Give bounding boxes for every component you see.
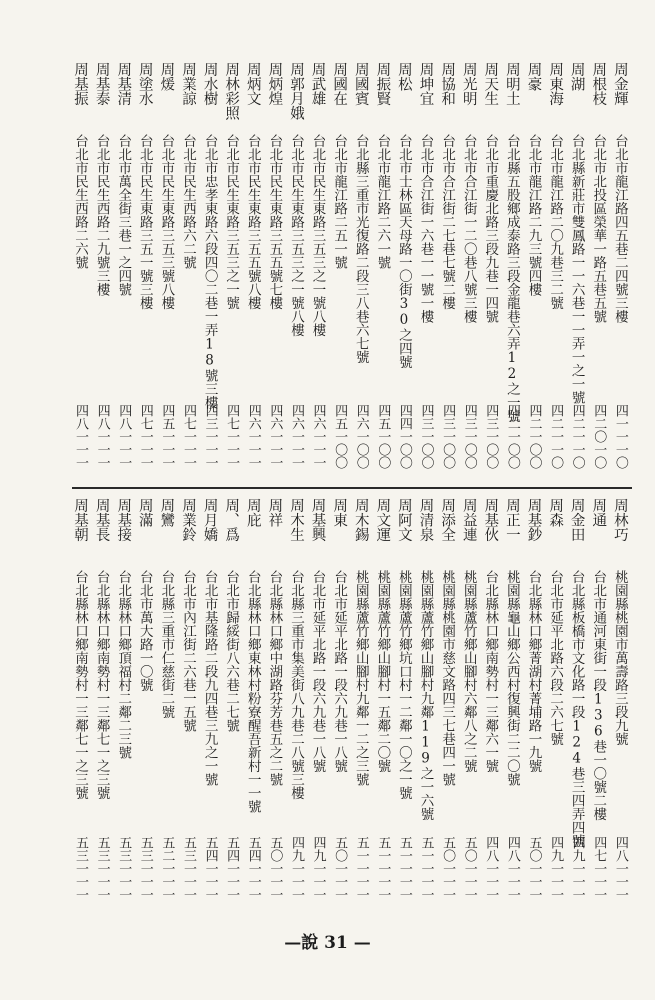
section-divider (72, 487, 632, 489)
entry-column (156, 498, 176, 906)
entry-number: 五四一一一 (245, 836, 261, 901)
entry-name: 周國賓 (352, 62, 369, 106)
entry-column (286, 498, 306, 906)
entry-number: 四二一〇〇 (504, 404, 520, 469)
entry-column (243, 62, 263, 482)
entry-address: 台北市民生東路三五三號八樓 (158, 134, 175, 310)
entry-column (329, 62, 349, 482)
entry-column (264, 498, 284, 906)
entry-address: 台北縣林口鄉頂福村二鄰二三號 (115, 570, 132, 759)
entry-name: 周鸞 (158, 498, 175, 527)
entry-address: 台北市延平北路六段二六七號 (547, 570, 564, 746)
entry-column (480, 62, 500, 482)
entry-address: 台北市龍江路二五一號 (331, 134, 348, 269)
entry-name: 周林巧 (611, 498, 628, 542)
entry-number: 四六一一一 (267, 404, 283, 469)
entry-address: 台北市延平北路一段六九巷一八號 (309, 570, 326, 773)
entry-address: 桃園縣蘆竹鄉坑口村一二鄰一〇之一號 (395, 570, 412, 800)
entry-name: 周東海 (547, 62, 564, 106)
entry-number: 五〇一一一 (332, 836, 348, 901)
entry-address: 台北縣五股鄉成泰路三段金龍巷六弄12之一號 (503, 134, 520, 423)
entry-column (200, 498, 220, 906)
entry-name: 周、爲 (223, 498, 240, 542)
entry-number: 四七一一一 (137, 404, 153, 469)
entry-name: 周武雄 (309, 62, 326, 106)
entry-number: 五一一一一 (396, 836, 412, 901)
entry-number: 五一一一一 (418, 836, 434, 901)
entry-address: 台北市合江街二七巷七號二樓 (439, 134, 456, 310)
entry-name: 周塗水 (136, 62, 153, 106)
entry-name: 周月嬌 (201, 498, 218, 542)
entry-name: 周基朝 (72, 498, 88, 542)
entry-column (545, 498, 565, 906)
entry-column (437, 62, 457, 482)
entry-column (567, 498, 587, 906)
entry-number: 四九一一一 (548, 836, 564, 901)
entry-address: 台北縣三重市仁慈街二號 (158, 570, 175, 719)
entry-number: 四九一一一 (288, 836, 304, 901)
entry-name: 周基接 (115, 498, 132, 542)
entry-address: 桃園縣蘆竹鄉山腳村九鄰119之一六號 (417, 570, 434, 821)
entry-name: 周正一 (503, 498, 520, 542)
entry-address: 台北縣新莊市雙鳳路一一六巷一一弄一之一號 (568, 134, 585, 404)
entry-address: 台北市合江街一二〇巷八號三樓 (460, 134, 477, 323)
entry-number: 四七一一一 (180, 404, 196, 469)
entry-column (92, 498, 112, 906)
entry-column (567, 62, 587, 482)
entry-number: 五三一一一 (137, 836, 153, 901)
entry-address: 台北市延平北路一段六九巷一八號 (331, 570, 348, 773)
entry-address: 桃園縣蘆竹鄉山腳村六鄰八之二號 (460, 570, 477, 773)
entry-number: 四三一一一 (202, 404, 218, 469)
entry-address: 桃園縣蘆竹鄉山腳村九鄰一二之三號 (352, 570, 369, 786)
entry-column (92, 62, 112, 482)
entry-column (523, 62, 543, 482)
entry-name: 周通 (590, 498, 607, 527)
entry-column (588, 62, 608, 482)
entry-column (394, 62, 414, 482)
entry-number: 四四一〇〇 (396, 404, 412, 469)
entry-column (178, 498, 198, 906)
entry-number: 四八一一一 (483, 836, 499, 901)
entry-column (329, 498, 349, 906)
entry-number: 五〇一一一 (526, 836, 542, 901)
entry-name: 周煖 (158, 62, 175, 91)
entry-column (308, 62, 328, 482)
entry-address: 台北市龍江路四五巷二四號三樓 (611, 134, 628, 323)
entry-name: 周根枝 (590, 62, 607, 106)
entry-address: 台北縣板橋市文化路一段124巷三四弄四號 (568, 570, 585, 848)
entry-column (156, 62, 176, 482)
entry-number: 四二〇一〇 (591, 404, 607, 469)
entry-number: 五三一一一 (94, 836, 110, 901)
entry-name: 周松 (395, 62, 412, 91)
entry-column (610, 498, 630, 906)
entry-column (372, 498, 392, 906)
entry-address: 台北市民生西路六二號 (179, 134, 196, 269)
entry-column (200, 62, 220, 482)
entry-number: 四六一一一 (288, 404, 304, 469)
entry-column (545, 62, 565, 482)
entry-number: 四三一〇〇 (461, 404, 477, 469)
entry-address: 台北市民生東路三五一號三樓 (136, 134, 153, 310)
entry-number: 五三一一一 (73, 836, 88, 901)
entry-number: 四八一一一 (504, 836, 520, 901)
entry-address: 台北市民生西路二六號 (72, 134, 88, 269)
entry-number: 四七一一一 (591, 836, 607, 901)
entry-column (70, 498, 90, 906)
entry-address: 台北市民生東路三五三之一號八樓 (309, 134, 326, 337)
entry-number: 四三一〇〇 (418, 404, 434, 469)
entry-number: 四五一〇〇 (332, 404, 348, 469)
entry-number: 五三一一一 (180, 836, 196, 901)
entry-name: 周國在 (331, 62, 348, 106)
entry-name: 周木錫 (352, 498, 369, 542)
entry-address: 台北市萬大路一〇號 (136, 570, 153, 692)
entry-name: 周光明 (460, 62, 477, 106)
entry-address: 台北市歸綏街八六巷二七號 (223, 570, 240, 732)
entry-column (394, 498, 414, 906)
entry-address: 台北市通河東街一段136巷一〇號二樓 (590, 570, 607, 821)
directory-bottom-section (70, 498, 630, 906)
entry-name: 周基興 (309, 498, 326, 542)
entry-column (351, 498, 371, 906)
entry-number: 四八一一一 (116, 404, 132, 469)
entry-name: 周基長 (93, 498, 110, 542)
entry-number: 四三一〇〇 (483, 404, 499, 469)
entry-number: 五四一一一 (224, 836, 240, 901)
entry-number: 四八一一一 (612, 836, 628, 901)
entry-number: 五三一一一 (116, 836, 132, 901)
entry-address: 桃園縣龜山鄉公西村復興街二二〇號 (503, 570, 520, 786)
entry-address: 桃園縣蘆竹鄉山腳村一五鄰二〇號 (374, 570, 391, 773)
entry-number: 四六一〇〇 (353, 404, 369, 469)
entry-name: 周明土 (503, 62, 520, 106)
entry-column (351, 62, 371, 482)
entry-number: 四八一一一 (94, 404, 110, 469)
entry-number: 四六一一一 (310, 404, 326, 469)
entry-name: 周金田 (568, 498, 585, 542)
entry-number: 四一一一〇 (612, 404, 628, 469)
entry-column (243, 498, 263, 906)
entry-name: 周業諒 (179, 62, 196, 106)
entry-name: 周郭月娥 (287, 62, 304, 120)
entry-address: 台北縣林口鄉東林村粉寮醒吾新村一一號 (244, 570, 261, 813)
entry-column (437, 498, 457, 906)
entry-address: 台北市內江街二六巷一五號 (179, 570, 196, 732)
entry-column (523, 498, 543, 906)
entry-name: 周基泰 (93, 62, 110, 106)
entry-name: 周振賢 (374, 62, 391, 106)
entry-name: 周豪 (525, 62, 542, 91)
entry-address: 台北市萬全街三巷一之四號 (115, 134, 132, 296)
entry-address: 台北縣林口鄉中湖路芬芳巷五之二號 (266, 570, 283, 786)
entry-column (113, 62, 133, 482)
entry-column (588, 498, 608, 906)
entry-name: 周林彩照 (223, 62, 240, 120)
entry-number: 五一一一一 (375, 836, 391, 901)
entry-name: 周坤宜 (417, 62, 434, 106)
entry-name: 周水樹 (201, 62, 218, 106)
entry-column (502, 62, 522, 482)
entry-column (70, 62, 90, 482)
entry-address: 台北市北投區榮華一路五巷五號 (590, 134, 607, 323)
entry-number: 四九一一一 (569, 836, 585, 901)
entry-column (221, 62, 241, 482)
entry-column (221, 498, 241, 906)
entry-number: 四八一一一 (73, 404, 88, 469)
entry-address: 台北市忠孝東路六段四〇二巷一弄18號三樓 (201, 134, 218, 409)
entry-address: 台北市龍江路二〇九巷三二號 (547, 134, 564, 310)
entry-address: 台北縣林口鄉菁湖村菁埔路一九號 (525, 570, 542, 773)
entry-number: 五一一一一 (353, 836, 369, 901)
entry-number: 四六一一一 (245, 404, 261, 469)
entry-address: 台北縣林口鄉南勢村一三鄰七一之三號 (72, 570, 88, 800)
entry-address: 台北市龍江路二六一號 (374, 134, 391, 269)
entry-column (308, 498, 328, 906)
entry-column (416, 498, 436, 906)
entry-number: 四五一一一 (159, 404, 175, 469)
entry-name: 周庇 (244, 498, 261, 527)
entry-number: 四二一〇〇 (526, 404, 542, 469)
entry-column (610, 62, 630, 482)
entry-address: 台北市士林區天母路一〇街30之四號 (395, 134, 412, 369)
entry-address: 台北市民生東路三五三之一號 (223, 134, 240, 310)
entry-number: 五〇一一一 (267, 836, 283, 901)
entry-column (178, 62, 198, 482)
entry-number: 五二一一一 (159, 836, 175, 901)
entry-name: 周湖 (568, 62, 585, 91)
entry-address: 台北縣林口鄉南勢村一三鄰六一號 (482, 570, 499, 773)
entry-name: 周炳煌 (266, 62, 283, 106)
entry-name: 周清泉 (417, 498, 434, 542)
entry-name: 周炳文 (244, 62, 261, 106)
entry-column (416, 62, 436, 482)
entry-number: 四九一一一 (310, 836, 326, 901)
entry-column (459, 498, 479, 906)
entry-number: 四二一一〇 (548, 404, 564, 469)
entry-address: 台北市重慶北路三段九巷一四號 (482, 134, 499, 323)
entry-name: 周東 (331, 498, 348, 527)
entry-name: 周祥 (266, 498, 283, 527)
entry-address: 台北市基隆路二段九四巷三九之一號 (201, 570, 218, 786)
entry-address: 台北市民生西路二九號三樓 (93, 134, 110, 296)
entry-name: 周基振 (72, 62, 88, 106)
entry-name: 周木生 (287, 498, 304, 542)
entry-number: 五四一一一 (202, 836, 218, 901)
entry-column (459, 62, 479, 482)
entry-address: 台北市民生東路三五五號八樓 (244, 134, 261, 310)
entry-name: 周文運 (374, 498, 391, 542)
directory-top-section (70, 62, 630, 482)
entry-column (286, 62, 306, 482)
entry-address: 台北市民生東路三五三之一號八樓 (287, 134, 304, 337)
page-number: —說 31 — (284, 933, 371, 953)
entry-number: 四三一〇〇 (440, 404, 456, 469)
entry-address: 桃園縣桃園市萬壽路三段九號 (611, 570, 628, 746)
entry-name: 周森 (547, 498, 564, 527)
entry-name: 周滿 (136, 498, 153, 527)
entry-address: 台北市合江街一六巷一一號一樓 (417, 134, 434, 323)
entry-column (135, 62, 155, 482)
entry-address: 台北縣林口鄉南勢村一三鄰七一之三號 (93, 570, 110, 800)
entry-address: 台北市民生東路三五五號七樓 (266, 134, 283, 310)
entry-name: 周益連 (460, 498, 477, 542)
entry-number: 四七一一一 (224, 404, 240, 469)
entry-name: 周基清 (115, 62, 132, 106)
entry-name: 周金輝 (611, 62, 628, 106)
entry-name: 周天生 (482, 62, 499, 106)
entry-number: 四二一一〇 (569, 404, 585, 469)
entry-number: 四五一〇〇 (375, 404, 391, 469)
entry-address: 台北縣三重市光復路二段三八巷六七號 (352, 134, 369, 364)
entry-name: 周阿文 (395, 498, 412, 542)
entry-column (135, 498, 155, 906)
entry-address: 台北縣三重市集美街八九巷二八號三樓 (287, 570, 304, 800)
entry-name: 周基鈔 (525, 498, 542, 542)
entry-column (113, 498, 133, 906)
entry-name: 周添全 (439, 498, 456, 542)
entry-column (372, 62, 392, 482)
entry-column (480, 498, 500, 906)
entry-name: 周協和 (439, 62, 456, 106)
entry-column (264, 62, 284, 482)
entry-name: 周業鈴 (179, 498, 196, 542)
entry-number: 五〇一一一 (461, 836, 477, 901)
entry-name: 周基伙 (482, 498, 499, 542)
entry-address: 桃園縣桃園市慈文路四三七巷四一號 (439, 570, 456, 786)
entry-number: 五〇一一一 (440, 836, 456, 901)
entry-column (502, 498, 522, 906)
entry-address: 台北市龍江路二九三號四樓 (525, 134, 542, 296)
